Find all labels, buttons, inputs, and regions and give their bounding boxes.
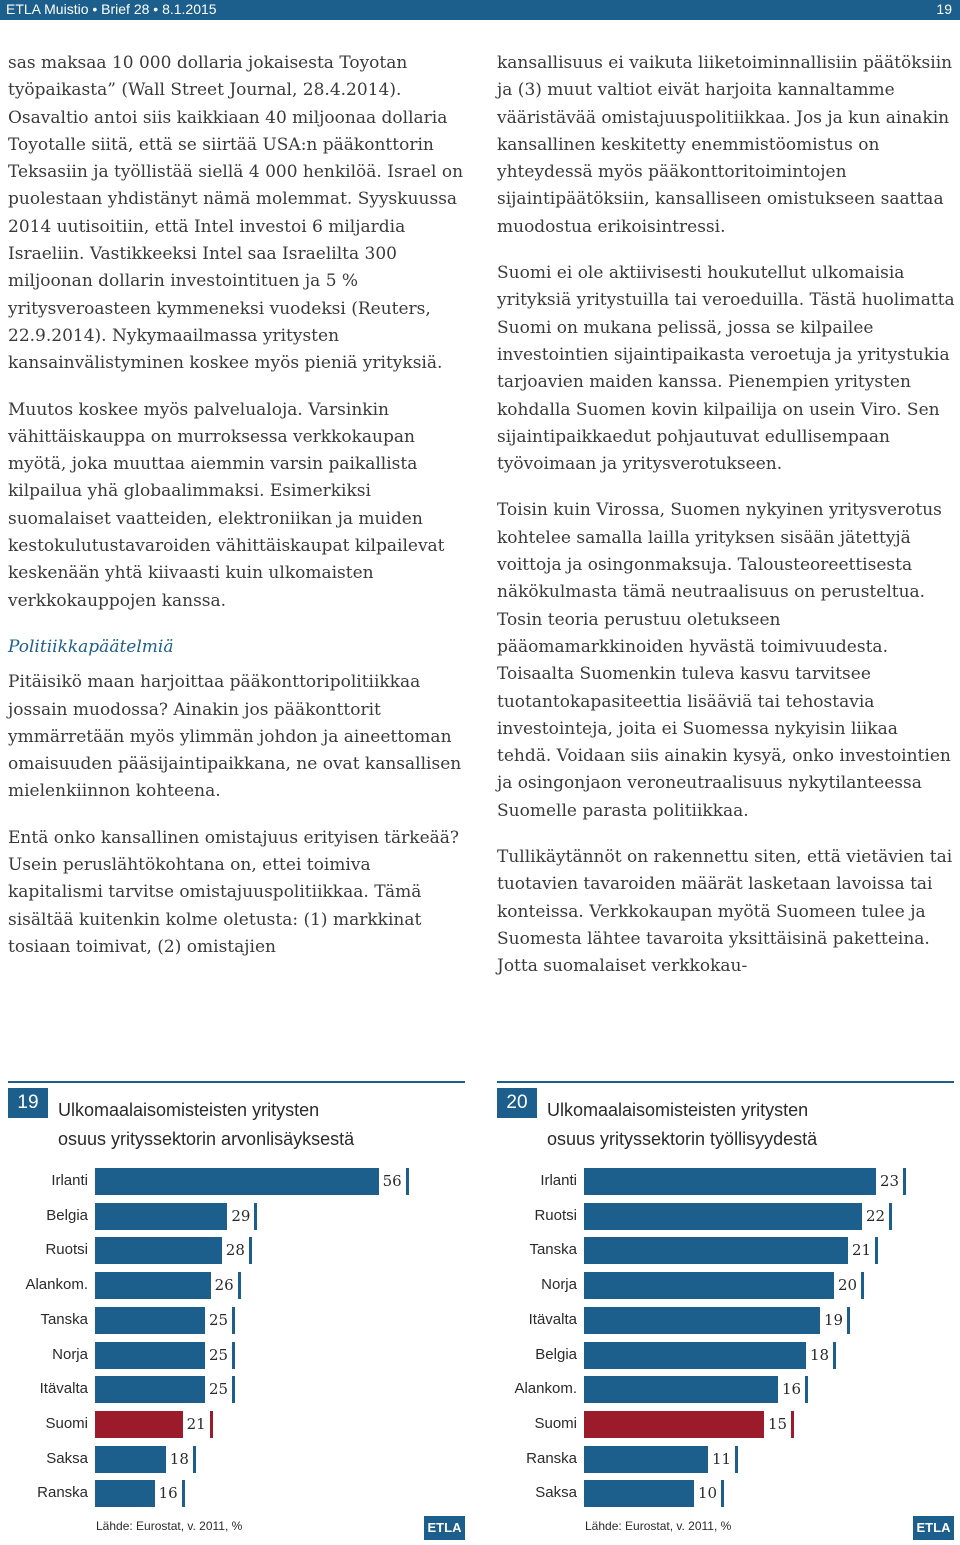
paragraph: Muutos koskee myös palvelualoja. Varsinkin vähittäiskauppa on murroksessa verkkokaupan myötä, joka muuttaa aiemmin varsin paikallista kilpailua yhä globaalimmaksi. Esimerkiksi suomalaiset vaatteiden, elektroniikan ja muiden kestokulutustavaroiden vähittäiskaupat kilpailevat keskenään yhtä kiivaasti kuin ulkomaisten verkkokauppojen kanssa. [8,399,445,611]
chart-panel-19 [8,1058,465,1545]
chart-source: Lähde: Eurostat, v. 2011, % [96,1519,243,1533]
left-column [8,50,466,980]
category-label: Itävalta [528,1310,577,1328]
value-label: 21 [183,1411,210,1438]
chart-top-rule [8,1081,465,1083]
chart-title-line: Ulkomaalaisomisteisten yritysten [547,1100,809,1120]
chart-title-line: osuus yrityssektorin työllisyydestä [547,1129,818,1149]
page-number: 19 [936,1,952,17]
value-label: 20 [834,1272,861,1299]
category-label: Ranska [37,1484,88,1502]
value-label: 28 [222,1237,249,1264]
bar-belgia [584,1342,836,1369]
bar-irlanti [584,1168,906,1195]
chart-title-line: Ulkomaalaisomisteisten yritysten [58,1100,320,1120]
value-label: 16 [155,1480,182,1507]
bar-suomi [584,1411,794,1438]
chart-number: 19 [8,1088,48,1118]
value-label: 18 [806,1342,833,1369]
value-label: 25 [205,1307,232,1334]
chart-number: 20 [497,1088,537,1118]
category-label: Norja [541,1276,577,1294]
etla-logo: ETLA [913,1516,954,1540]
value-label: 22 [862,1203,889,1230]
value-label: 25 [205,1376,232,1403]
value-label: 10 [694,1480,721,1507]
paragraph: Pitäisikö maan harjoittaa pääkonttoripolitiikkaa jossain muodossa? Ainakin jos pääkonttorit ymmärretään myös ylimmän johdon ja aineettoman omaisuuden pääsijaintipaikkana, ne ovat kansallisen mielenkiinnon kohteena. [8,672,462,802]
category-label: Belgia [46,1206,88,1224]
bar-irlanti [95,1168,409,1195]
category-label: Suomi [534,1414,577,1432]
chart-panel-20 [497,1058,954,1545]
value-label: 21 [848,1237,875,1264]
category-label: Itävalta [39,1380,88,1398]
value-label: 15 [764,1411,791,1438]
value-label: 25 [205,1342,232,1369]
paragraph: Tullikäytännöt on rakennettu siten, että vietävien tai tuotavien tavaroiden määrät lasketaan lavoissa tai konteissa. Verkkokaupan myötä Suomeen tulee ja Suomesta lähtee tavaroita yksittäisinä paketteina. Jotta suomalaiset verkkokau- [497,847,953,977]
paragraph: sas maksaa 10 000 dollaria jokaisesta Toyotan työpaikasta” (Wall Street Journal, 28.4.2014). Osavaltio antoi siis kaikkiaan 40 miljoonaa dollaria Toyotalle siitä, että se siirtää USA:n pääkonttorin Teksasiin ja työllistää siellä 4 000 henkilöä. Israel on puolestaan yhdistänyt nämä molemmat. Syyskuussa 2014 uutisoitiin, että Intel investoi 6 miljardia Israeliin. Vastikkeeksi Intel saa Israelilta 300 miljoonan dollarin investointituen ja 5 % yritysveroasteen kymmeneksi vuodeksi (Reuters, 22.9.2014). Nykymaailmassa yritysten kansainvälistyminen koskee myös pieniä yrityksiä. [8,53,464,374]
bar-alankom [584,1376,808,1403]
section-heading: Politiikkapäätelmiä [8,636,174,657]
chart-title [58,1096,354,1154]
header-publication: ETLA Muistio • Brief 28 • 8.1.2015 [6,1,217,17]
chart-title [547,1096,817,1154]
bar-itävalta [584,1307,850,1334]
value-label: 26 [211,1272,238,1299]
paragraph: Toisin kuin Virossa, Suomen nykyinen yritysverotus kohtelee samalla lailla yrityksen sisään jätettyjä voittoja ja osingonmaksuja. Talousteoreettisesta näkökulmasta tämä neutraalisuus on perusteltua. Tosin teoria perustuu oletukseen pääomamarkkinoiden hyvästä toimivuudesta. Toisaalta Suomenkin tuleva kasvu tarvitsee tuotantokapasiteettia lisääviä tai tehostavia investointeja, joita ei Suomessa nykyisin liikaa tehdä. Voidaan siis ainakin kysyä, onko investointien ja osingonjaon veroneutraalisuus nykytilanteessa Suomelle parasta politiikkaa. [497,500,951,821]
category-label: Norja [52,1345,88,1363]
etla-logo: ETLA [424,1516,465,1540]
value-label: 29 [227,1203,254,1230]
bar-ruotsi [584,1203,892,1230]
category-label: Irlanti [51,1172,88,1189]
chart-top-rule [497,1081,954,1083]
value-label: 18 [166,1446,193,1473]
bar-tanska [584,1237,878,1264]
right-column [497,50,955,1000]
value-label: 23 [876,1168,903,1195]
category-label: Irlanti [540,1172,577,1189]
value-label: 56 [379,1168,406,1195]
category-label: Saksa [46,1449,88,1467]
value-label: 16 [778,1376,805,1403]
category-label: Saksa [535,1484,577,1502]
paragraph: Entä onko kansallinen omistajuus erityisen tärkeää? Usein peruslähtökohtana on, ettei toimiva kapitalismi tarvitse omistajuuspolitiikkaa. Tämä sisältää kuitenkin kolme oletusta: (1) markkinat tosiaan toimivat, (2) omistajien [8,827,460,957]
category-label: Tanska [529,1241,577,1259]
page-header [0,0,960,20]
category-label: Alankom. [25,1276,88,1294]
category-label: Belgia [535,1345,577,1363]
bar-norja [584,1272,864,1299]
category-label: Suomi [45,1414,88,1432]
chart-source: Lähde: Eurostat, v. 2011, % [585,1519,732,1533]
category-label: Ruotsi [45,1241,88,1259]
paragraph: Suomi ei ole aktiivisesti houkutellut ulkomaisia yrityksiä yritystuilla tai veroeduilla. Tästä huolimatta Suomi on mukana pelissä, jossa se kilpailee investointien sijaintipaikasta veroetuja ja yritystukia tarjoavien maiden kanssa. Pienempien yritysten kohdalla Suomen kovin kilpailija on usein Viro. Sen sijaintipaikkaedut pohjautuvat edullisempaan työvoimaan ja yritysverotukseen. [497,263,955,475]
category-label: Tanska [40,1310,88,1328]
chart-title-line: osuus yrityssektorin arvonlisäyksestä [58,1129,355,1149]
category-label: Ruotsi [534,1206,577,1224]
value-label: 19 [820,1307,847,1334]
value-label: 11 [708,1446,735,1473]
category-label: Ranska [526,1449,577,1467]
paragraph: kansallisuus ei vaikuta liiketoiminnallisiin päätöksiin ja (3) muut valtiot eivät harjoita kannaltamme vääristävää omistajuuspolitiikkaa. Jos ja kun ainakin kansallinen keskitetty enemmistöomistus on yhteydessä myös pääkonttoritoimintojen sijaintipäätöksiin, kansalliseen omistukseen saattaa muodostua erikoisintressi. [497,53,953,237]
category-label: Alankom. [514,1380,577,1398]
